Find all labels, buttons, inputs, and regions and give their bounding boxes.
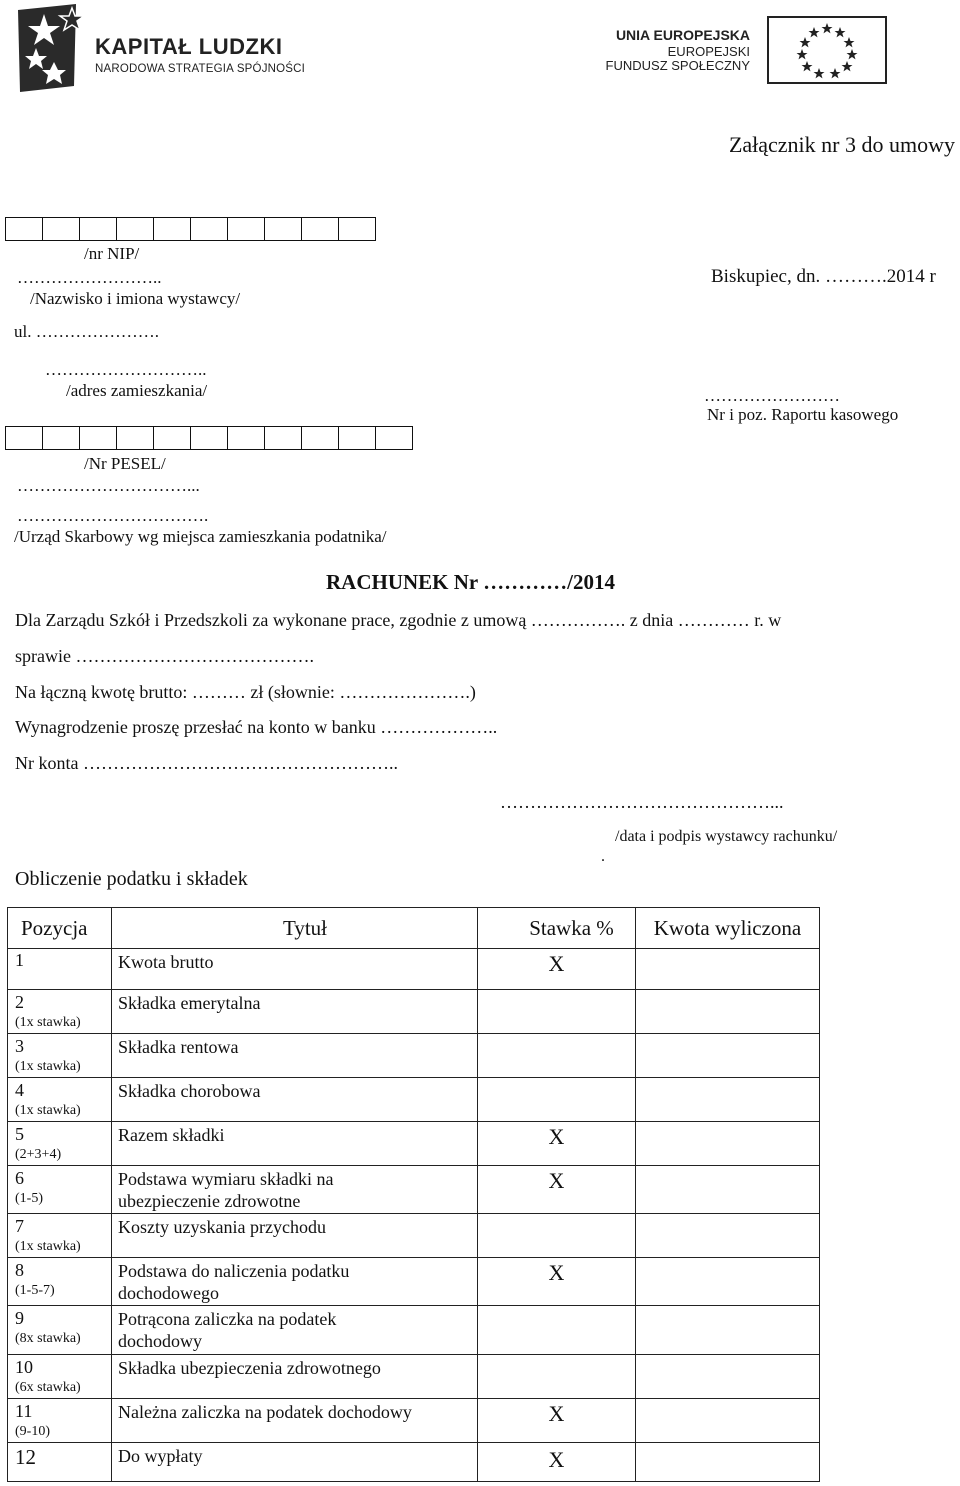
nip-box[interactable]: [228, 217, 265, 241]
body-line-1: Dla Zarządu Szkół i Przedszkoli za wykonane prace, zgodnie z umową ……………. z dnia ………… r. w: [15, 610, 782, 630]
nip-boxes[interactable]: [5, 217, 376, 241]
row-number: 5: [15, 1124, 24, 1144]
pesel-box[interactable]: [265, 426, 302, 450]
row-rate[interactable]: X: [478, 1399, 636, 1443]
kapital-ludzki-emblem-icon: [14, 4, 86, 94]
signature-dot: .: [601, 848, 605, 865]
row-amount[interactable]: [636, 1166, 820, 1214]
row-rate[interactable]: X: [478, 1122, 636, 1166]
table-row: [8, 1034, 820, 1078]
nip-box[interactable]: [117, 217, 154, 241]
row-title-text: Podstawa wymiaru składki na ubezpieczenie zdrowotne: [118, 1169, 334, 1211]
row-title: Kwota brutto: [112, 949, 478, 990]
nip-box[interactable]: [302, 217, 339, 241]
row-rate[interactable]: [478, 1355, 636, 1399]
row-number: 2: [15, 992, 24, 1012]
row-position: [8, 1306, 112, 1355]
pesel-box[interactable]: [6, 426, 43, 450]
row-rate[interactable]: [478, 1034, 636, 1078]
table-row: [8, 1258, 820, 1306]
office-label: /Urząd Skarbowy wg miejsca zamieszkania podatnika/: [14, 527, 387, 546]
row-formula: (8x stawka): [15, 1331, 81, 1346]
pesel-box[interactable]: [80, 426, 117, 450]
place-date[interactable]: Biskupiec, dn. ……….2014 r: [711, 266, 936, 287]
pesel-label: /Nr PESEL/: [84, 454, 166, 473]
table-row: [8, 990, 820, 1034]
row-title: Składka rentowa: [112, 1034, 478, 1078]
pesel-box[interactable]: [228, 426, 265, 450]
table-row: [8, 1399, 820, 1443]
eu-stars-flag-icon: [767, 16, 887, 84]
body-line-2: sprawie ………………………………….: [15, 646, 314, 666]
row-formula: (9-10): [15, 1424, 50, 1439]
row-title: [112, 1166, 478, 1214]
row-rate[interactable]: X: [478, 1166, 636, 1214]
header-amount: Kwota wyliczona: [636, 908, 820, 949]
header-rate: Stawka %: [478, 908, 636, 949]
table-row: [8, 1214, 820, 1258]
row-formula: (1x stawka): [15, 1103, 81, 1118]
row-number: 4: [15, 1080, 24, 1100]
row-amount[interactable]: [636, 1078, 820, 1122]
pesel-box[interactable]: [117, 426, 154, 450]
row-formula: (1x stawka): [15, 1239, 81, 1254]
row-position: [8, 1258, 112, 1306]
row-number: 1: [15, 950, 24, 970]
report-label: Nr i poz. Raportu kasowego: [707, 405, 899, 424]
table-row: [8, 1306, 820, 1355]
pesel-dots[interactable]: …………………………...: [17, 476, 200, 495]
pesel-boxes[interactable]: [5, 426, 413, 450]
table-row: [8, 1122, 820, 1166]
body-line-5: Nr konta ……………………………………………..: [15, 753, 398, 773]
tax-calculation-table: [7, 907, 820, 1482]
row-position: [8, 1399, 112, 1443]
row-title: Razem składki: [112, 1122, 478, 1166]
row-amount[interactable]: [636, 949, 820, 990]
row-amount[interactable]: [636, 990, 820, 1034]
pesel-box[interactable]: [339, 426, 376, 450]
row-formula: (6x stawka): [15, 1380, 81, 1395]
signature-dots[interactable]: ………………………………………...: [500, 792, 784, 812]
row-amount[interactable]: [636, 1122, 820, 1166]
row-number: 12: [15, 1445, 36, 1469]
row-formula: (1x stawka): [15, 1059, 81, 1074]
row-title: Składka chorobowa: [112, 1078, 478, 1122]
row-amount[interactable]: [636, 1214, 820, 1258]
logo-right-line2: EUROPEJSKI: [667, 44, 750, 59]
table-row: [8, 1166, 820, 1214]
row-title: [112, 1258, 478, 1306]
logo-left-line1: KAPITAŁ LUDZKI: [95, 34, 283, 59]
row-amount[interactable]: [636, 1355, 820, 1399]
pesel-box[interactable]: [43, 426, 80, 450]
row-position: [8, 1214, 112, 1258]
table-row: [8, 1078, 820, 1122]
row-formula: (1-5): [15, 1191, 43, 1206]
signature-label: /data i podpis wystawcy rachunku/: [615, 828, 838, 845]
row-number: 7: [15, 1216, 24, 1236]
row-title: Należna zaliczka na podatek dochodowy: [112, 1399, 478, 1443]
pesel-box[interactable]: [302, 426, 339, 450]
row-position: [8, 1166, 112, 1214]
row-number: 10: [15, 1357, 33, 1377]
table-header-row: [8, 908, 820, 949]
row-rate[interactable]: X: [478, 1443, 636, 1482]
nip-box[interactable]: [6, 217, 43, 241]
name-label: /Nazwisko i imiona wystawcy/: [30, 289, 241, 308]
row-amount[interactable]: [636, 1306, 820, 1355]
table-row: [8, 949, 820, 990]
pesel-box[interactable]: [191, 426, 228, 450]
body-line-4: Wynagrodzenie proszę przesłać na konto w banku ………………..: [15, 717, 498, 737]
row-position: [8, 1443, 112, 1482]
row-position: [8, 1078, 112, 1122]
row-position: [8, 1122, 112, 1166]
bill-title: RACHUNEK Nr …………/2014: [326, 570, 615, 594]
row-number: 11: [15, 1401, 33, 1421]
nip-label: /nr NIP/: [84, 244, 140, 263]
row-title: Składka ubezpieczenia zdrowotnego: [112, 1355, 478, 1399]
nip-box[interactable]: [154, 217, 191, 241]
logo-right-line3: FUNDUSZ SPOŁECZNY: [605, 58, 750, 73]
nip-box[interactable]: [80, 217, 117, 241]
logo-left-line2: NARODOWA STRATEGIA SPÓJNOŚCI: [95, 63, 306, 75]
office-dots[interactable]: …………………………….: [17, 506, 209, 525]
row-amount[interactable]: [636, 1399, 820, 1443]
row-number: 9: [15, 1308, 24, 1328]
row-formula: (1x stawka): [15, 1015, 81, 1030]
row-number: 8: [15, 1260, 24, 1280]
row-title: Składka emerytalna: [112, 990, 478, 1034]
table-row: [8, 1355, 820, 1399]
row-number: 6: [15, 1168, 24, 1188]
header-title: Tytuł: [112, 908, 478, 949]
row-rate[interactable]: X: [478, 1258, 636, 1306]
row-rate[interactable]: [478, 1214, 636, 1258]
row-position: [8, 1034, 112, 1078]
name-dots[interactable]: ……………………..: [17, 268, 162, 287]
row-title-text: Podstawa do naliczenia podatku dochodowego: [118, 1261, 350, 1303]
row-title: [112, 1306, 478, 1355]
nip-box[interactable]: [43, 217, 80, 241]
pesel-box[interactable]: [376, 426, 413, 450]
logo-right-line1: UNIA EUROPEJSKA: [615, 27, 750, 43]
street-line[interactable]: ul. ………………….: [14, 322, 159, 341]
nip-box[interactable]: [265, 217, 302, 241]
row-rate[interactable]: X: [478, 949, 636, 990]
nip-box[interactable]: [339, 217, 376, 241]
table-row: [8, 1443, 820, 1482]
address-label: /adres zamieszkania/: [66, 381, 208, 400]
row-rate[interactable]: [478, 1306, 636, 1355]
row-number: 3: [15, 1036, 24, 1056]
row-formula: (1-5-7): [15, 1283, 55, 1298]
section-title: Obliczenie podatku i składek: [15, 868, 248, 890]
row-rate[interactable]: [478, 990, 636, 1034]
header-position: Pozycja: [8, 908, 112, 949]
row-title-text: Potrącona zaliczka na podatek dochodowy: [118, 1309, 337, 1351]
row-title: Koszty uzyskania przychodu: [112, 1214, 478, 1258]
row-position: [8, 949, 112, 990]
body-line-3: Na łączną kwotę brutto: ……… zł (słownie: ………………….): [15, 682, 476, 702]
nip-box[interactable]: [191, 217, 228, 241]
row-rate[interactable]: [478, 1078, 636, 1122]
address-dots[interactable]: ………………………..: [45, 360, 207, 379]
pesel-box[interactable]: [154, 426, 191, 450]
row-title: Do wypłaty: [112, 1443, 478, 1482]
attachment-title: Załącznik nr 3 do umowy: [728, 132, 955, 157]
row-amount[interactable]: [636, 1258, 820, 1306]
row-amount[interactable]: [636, 1443, 820, 1482]
report-dots[interactable]: ……………………: [704, 386, 840, 405]
row-position: [8, 990, 112, 1034]
row-formula: (2+3+4): [15, 1147, 62, 1162]
row-amount[interactable]: [636, 1034, 820, 1078]
row-position: [8, 1355, 112, 1399]
